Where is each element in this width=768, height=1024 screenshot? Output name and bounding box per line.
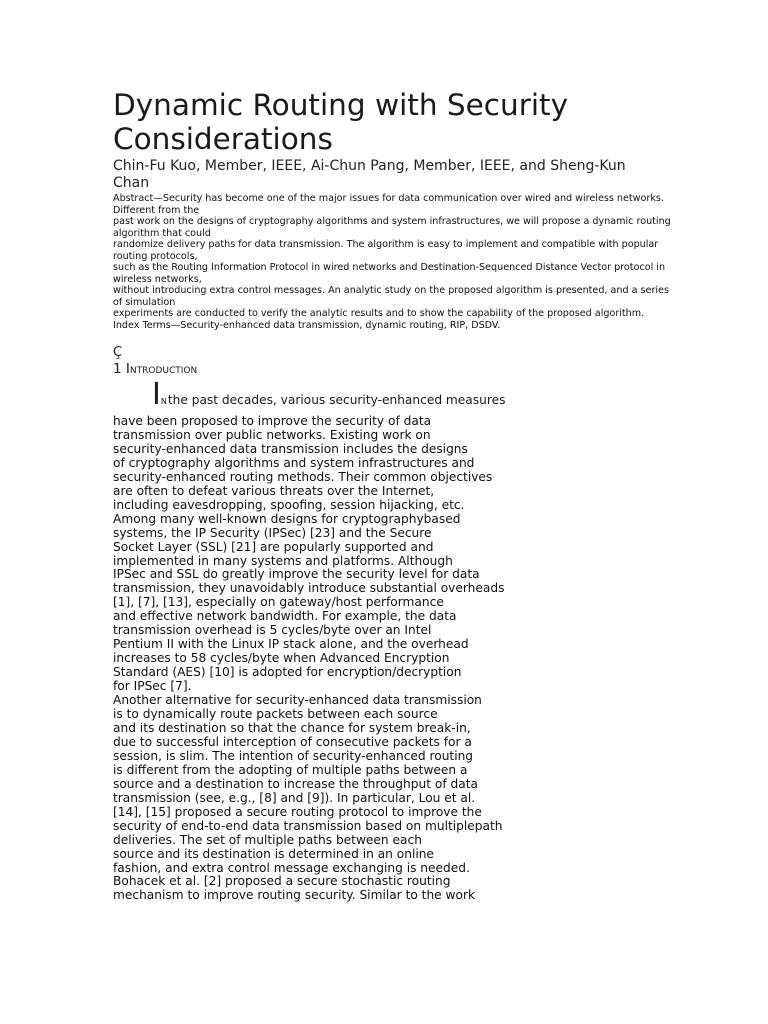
abstract-line: randomize delivery paths for data transmission. The algorithm is easy to implement and compatible with popular routing protocols, xyxy=(113,239,659,262)
body-line: Among many well-known designs for cryptographybased xyxy=(113,511,461,526)
body-line: of cryptography algorithms and system infrastructures and xyxy=(113,455,475,470)
section-title: Introduction xyxy=(125,361,198,377)
paper-title: Dynamic Routing with Security Considerations xyxy=(113,88,569,156)
section-number: 1 xyxy=(113,361,122,377)
body-line: mechanism to improve routing security. Similar to the work xyxy=(113,888,476,903)
body-line: security-enhanced routing methods. Their common objectives xyxy=(113,469,493,484)
body-line: [1], [7], [13], especially on gateway/host performance xyxy=(113,595,444,610)
dropcap-letter: I xyxy=(152,377,161,412)
stray-glyph: Ç xyxy=(113,345,123,360)
dropcap-small: N xyxy=(160,397,167,406)
abstract-line: experiments are conducted to verify the analytic results and to show the capability of the proposed algorithm. xyxy=(113,308,645,319)
body-line: session, is slim. The intention of security-enhanced routing xyxy=(113,748,474,763)
body-line: increases to 58 cycles/byte when Advanced Encryption xyxy=(113,651,450,666)
body-line: systems, the IP Security (IPSec) [23] and the Secure xyxy=(113,525,432,540)
body-line: transmission, they unavoidably introduce substantial overheads xyxy=(113,581,505,596)
body-line: source and its destination is determined in an online xyxy=(113,846,434,861)
abstract-line: Abstract—Security has become one of the major issues for data communication over wired and wireless networks. Different from the xyxy=(113,193,664,216)
body-line: and its destination so that the chance for system break-in, xyxy=(113,720,471,735)
body-line: implemented in many systems and platforms. Although xyxy=(113,553,453,568)
dropcap-line xyxy=(152,377,506,417)
body-line: for IPSec [7]. xyxy=(113,679,192,694)
abstract-line: without introducing extra control messages. An analytic study on the proposed algorithm is presented, and a series of simulation xyxy=(113,285,669,308)
index-terms: Index Terms—Security-enhanced data transmission, dynamic routing, RIP, DSDV. xyxy=(113,319,501,331)
body-line: fashion, and extra control message exchanging is needed. xyxy=(113,860,470,875)
body-line: security of end-to-end data transmission based on multiplepath xyxy=(113,818,503,833)
section-heading xyxy=(113,361,197,377)
dropcap-rest: the past decades, various security-enhanced measures xyxy=(167,393,506,407)
body-line: is different from the adopting of multiple paths between a xyxy=(113,762,468,777)
body-line: transmission over public networks. Existing work on xyxy=(113,427,431,442)
body-line: due to successful interception of consecutive packets for a xyxy=(113,734,472,749)
body-line: Standard (AES) [10] is adopted for encryption/decryption xyxy=(113,665,462,680)
author-list: Chin-Fu Kuo, Member, IEEE, Ai-Chun Pang, Member, IEEE, and Sheng-Kun Chan xyxy=(113,158,626,191)
body-line: and effective network bandwidth. For example, the data xyxy=(113,609,457,624)
body-line: source and a destination to increase the throughput of data xyxy=(113,776,478,791)
body-line: Another alternative for security-enhanced data transmission xyxy=(113,693,482,708)
body-line: security-enhanced data transmission includes the designs xyxy=(113,441,468,456)
body-text xyxy=(113,415,513,903)
body-line: transmission (see, e.g., [8] and [9]). In particular, Lou et al. xyxy=(113,790,476,805)
body-line: Pentium II with the Linux IP stack alone, and the overhead xyxy=(113,637,469,652)
body-line: are often to defeat various threats over the Internet, xyxy=(113,483,435,498)
abstract-line: such as the Routing Information Protocol in wired networks and Destination-Sequenced Distance Vector protocol in wireless networks, xyxy=(113,262,666,285)
body-line: transmission overhead is 5 cycles/byte over an Intel xyxy=(113,623,432,638)
body-line: deliveries. The set of multiple paths between each xyxy=(113,832,422,847)
body-line: Socket Layer (SSL) [21] are popularly supported and xyxy=(113,539,434,554)
body-line: IPSec and SSL do greatly improve the security level for data xyxy=(113,567,480,582)
abstract-line: past work on the designs of cryptography algorithms and system infrastructures, we will propose a dynamic routing algorithm that could xyxy=(113,216,671,239)
body-line: is to dynamically route packets between each source xyxy=(113,707,438,722)
body-line: have been proposed to improve the security of data xyxy=(113,414,432,428)
abstract xyxy=(113,193,673,331)
body-line: [14], [15] proposed a secure routing protocol to improve the xyxy=(113,804,482,819)
body-line: Bohacek et al. [2] proposed a secure stochastic routing xyxy=(113,874,451,889)
body-line: including eavesdropping, spoofing, session hijacking, etc. xyxy=(113,497,465,512)
